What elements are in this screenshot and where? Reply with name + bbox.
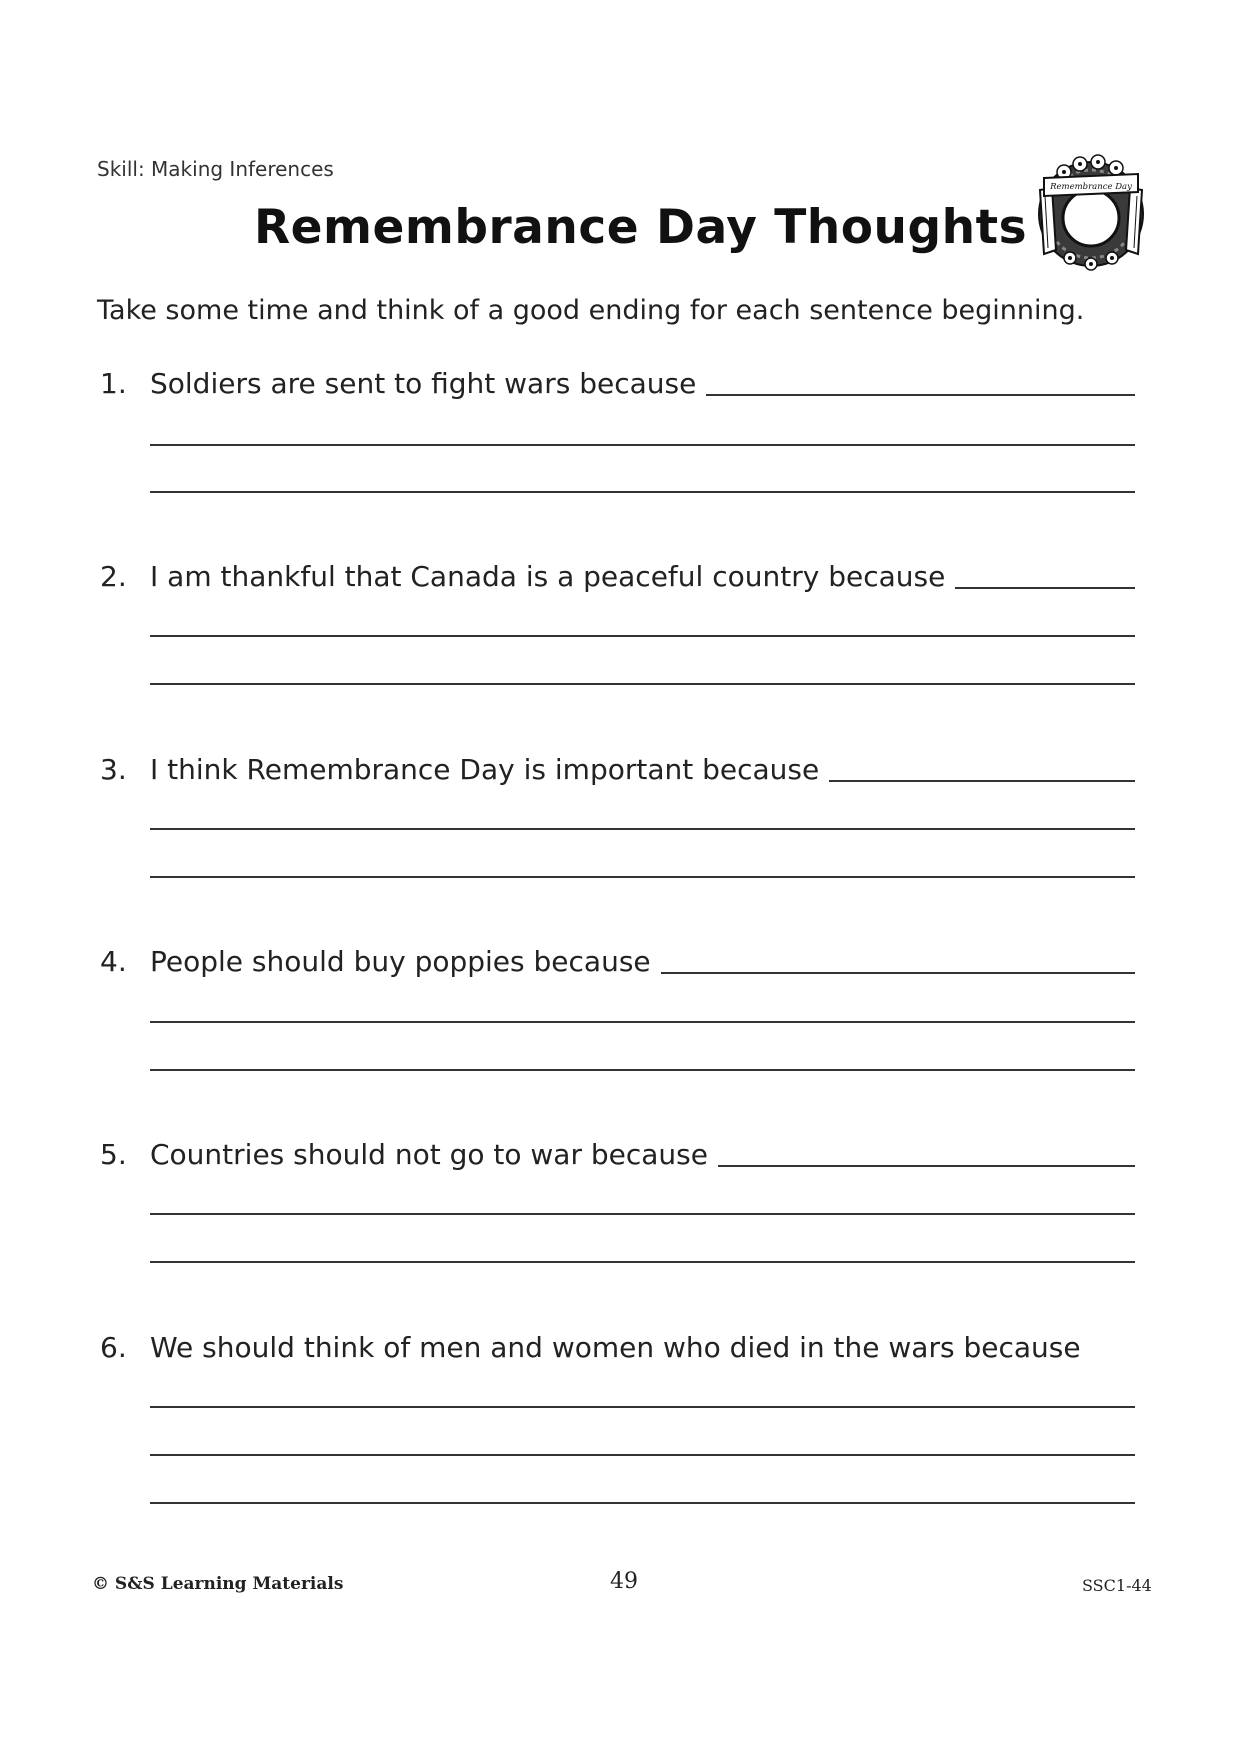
answer-line[interactable] <box>150 635 1135 637</box>
question-number: 2. <box>100 560 127 593</box>
answer-line[interactable] <box>150 1406 1135 1408</box>
question-text: I think Remembrance Day is important because <box>150 753 820 786</box>
question-text: People should buy poppies because <box>150 945 651 978</box>
answer-line[interactable] <box>150 1261 1135 1263</box>
question-number: 3. <box>100 753 127 786</box>
answer-blank[interactable] <box>706 394 1135 396</box>
skill-label: Skill: Making Inferences <box>97 157 334 181</box>
answer-blank[interactable] <box>829 780 1135 782</box>
answer-blank[interactable] <box>718 1165 1135 1167</box>
answer-line[interactable] <box>150 1069 1135 1071</box>
question-number: 1. <box>100 367 127 400</box>
answer-line[interactable] <box>150 1213 1135 1215</box>
question-number: 6. <box>100 1331 127 1364</box>
instructions: Take some time and think of a good ending for each sentence beginning. <box>97 295 1085 326</box>
question-text: I am thankful that Canada is a peaceful country because <box>150 560 946 593</box>
answer-line[interactable] <box>150 1021 1135 1023</box>
remembrance-wreath-icon <box>1030 150 1152 272</box>
answer-line[interactable] <box>150 683 1135 685</box>
wreath-banner-text: Remembrance Day <box>1050 182 1132 192</box>
question-number: 4. <box>100 945 127 978</box>
page-title-text: Remembrance Day Thoughts <box>253 200 1028 255</box>
answer-blank[interactable] <box>661 972 1135 974</box>
question-text: We should think of men and women who died in the wars because <box>150 1331 1081 1364</box>
answer-line[interactable] <box>150 1502 1135 1504</box>
footer-code: SSC1-44 <box>1082 1576 1152 1595</box>
question-text: Countries should not go to war because <box>150 1138 708 1171</box>
answer-line[interactable] <box>150 1454 1135 1456</box>
answer-line[interactable] <box>150 828 1135 830</box>
answer-line[interactable] <box>150 876 1135 878</box>
question-number: 5. <box>100 1138 127 1171</box>
footer-publisher: © S&S Learning Materials <box>92 1574 344 1594</box>
answer-line[interactable] <box>150 444 1135 446</box>
answer-line[interactable] <box>150 491 1135 493</box>
footer-page-number: 49 <box>610 1569 638 1594</box>
question-text: Soldiers are sent to fight wars because <box>150 367 697 400</box>
answer-blank[interactable] <box>955 587 1135 589</box>
